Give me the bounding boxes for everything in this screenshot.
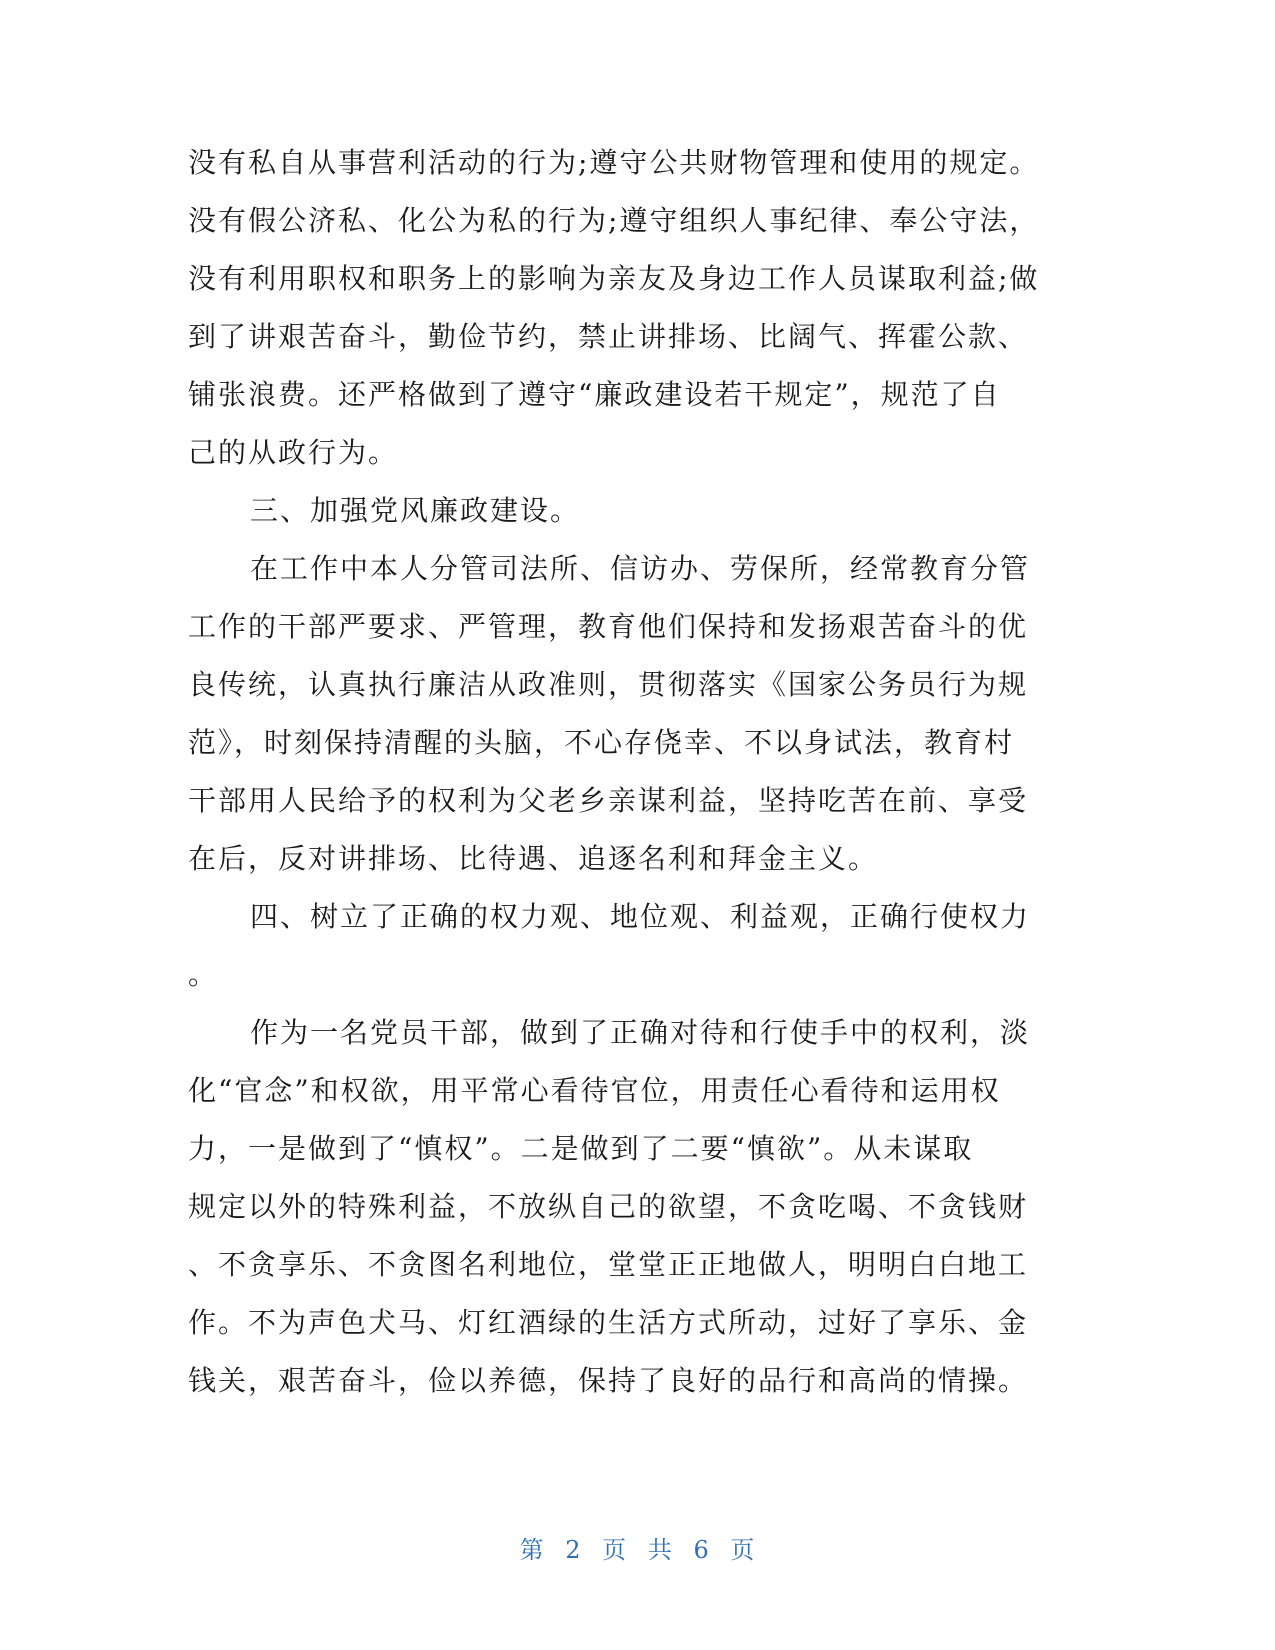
text-line: 。 [188,958,219,991]
footer-page-word: 页 [602,1536,628,1564]
section-heading-3: 三、加强党风廉政建设。 [250,494,581,527]
text-line: 在后，反对讲排场、比待遇、追逐名利和拜金主义。 [188,842,879,875]
text-line: 在工作中本人分管司法所、信访办、劳保所，经常教育分管 [250,552,1031,585]
text-line: 作。不为声色犬马、灯红酒绿的生活方式所动，过好了享乐、金 [188,1306,1029,1339]
text-line: 力，一是做到了“慎权”。二是做到了二要“慎欲”。从未谋取 [188,1132,974,1165]
text-line: 己的从政行为。 [188,436,399,469]
text-line: 工作的干部严要求、严管理，教育他们保持和发扬艰苦奋斗的优 [188,610,1029,643]
text-line: 规定以外的特殊利益，不放纵自己的欲望，不贪吃喝、不贪钱财 [188,1190,1029,1223]
section-heading-4: 四、树立了正确的权力观、地位观、利益观，正确行使权力 [250,900,1031,933]
text-line: 化“官念”和权欲，用平常心看待官位，用责任心看待和运用权 [188,1074,1001,1107]
text-line: 铺张浪费。还严格做到了遵守“廉政建设若干规定”，规范了自 [188,378,1001,411]
text-line: 钱关，艰苦奋斗，俭以养德，保持了良好的品行和高尚的情操。 [188,1364,1029,1397]
footer-suffix: 页 [730,1536,756,1564]
text-line: 到了讲艰苦奋斗，勤俭节约，禁止讲排场、比阔气、挥霍公款、 [188,320,1029,353]
footer-prefix: 第 [519,1536,545,1564]
current-page-number: 2 [565,1536,582,1564]
page-number-footer [0,1535,1275,1565]
text-line: 作为一名党员干部，做到了正确对待和行使手中的权利，淡 [250,1016,1031,1049]
total-pages-number: 6 [693,1536,710,1564]
text-line: 范》，时刻保持清醒的头脑，不心存侥幸、不以身试法，教育村 [188,726,1015,759]
text-line: 良传统，认真执行廉洁从政准则，贯彻落实《国家公务员行为规 [188,668,1029,701]
text-line: 没有利用职权和职务上的影响为亲友及身边工作人员谋取利益;做 [188,262,1040,295]
text-line: 没有假公济私、化公为私的行为;遵守组织人事纪律、奉公守法， [188,204,1040,237]
text-line: 没有私自从事营利活动的行为;遵守公共财物管理和使用的规定。 [188,146,1040,179]
text-line: 干部用人民给予的权利为父老乡亲谋利益，坚持吃苦在前、享受 [188,784,1029,817]
text-line: 、不贪享乐、不贪图名利地位，堂堂正正地做人，明明白白地工 [188,1248,1029,1281]
footer-total-word: 共 [647,1536,673,1564]
